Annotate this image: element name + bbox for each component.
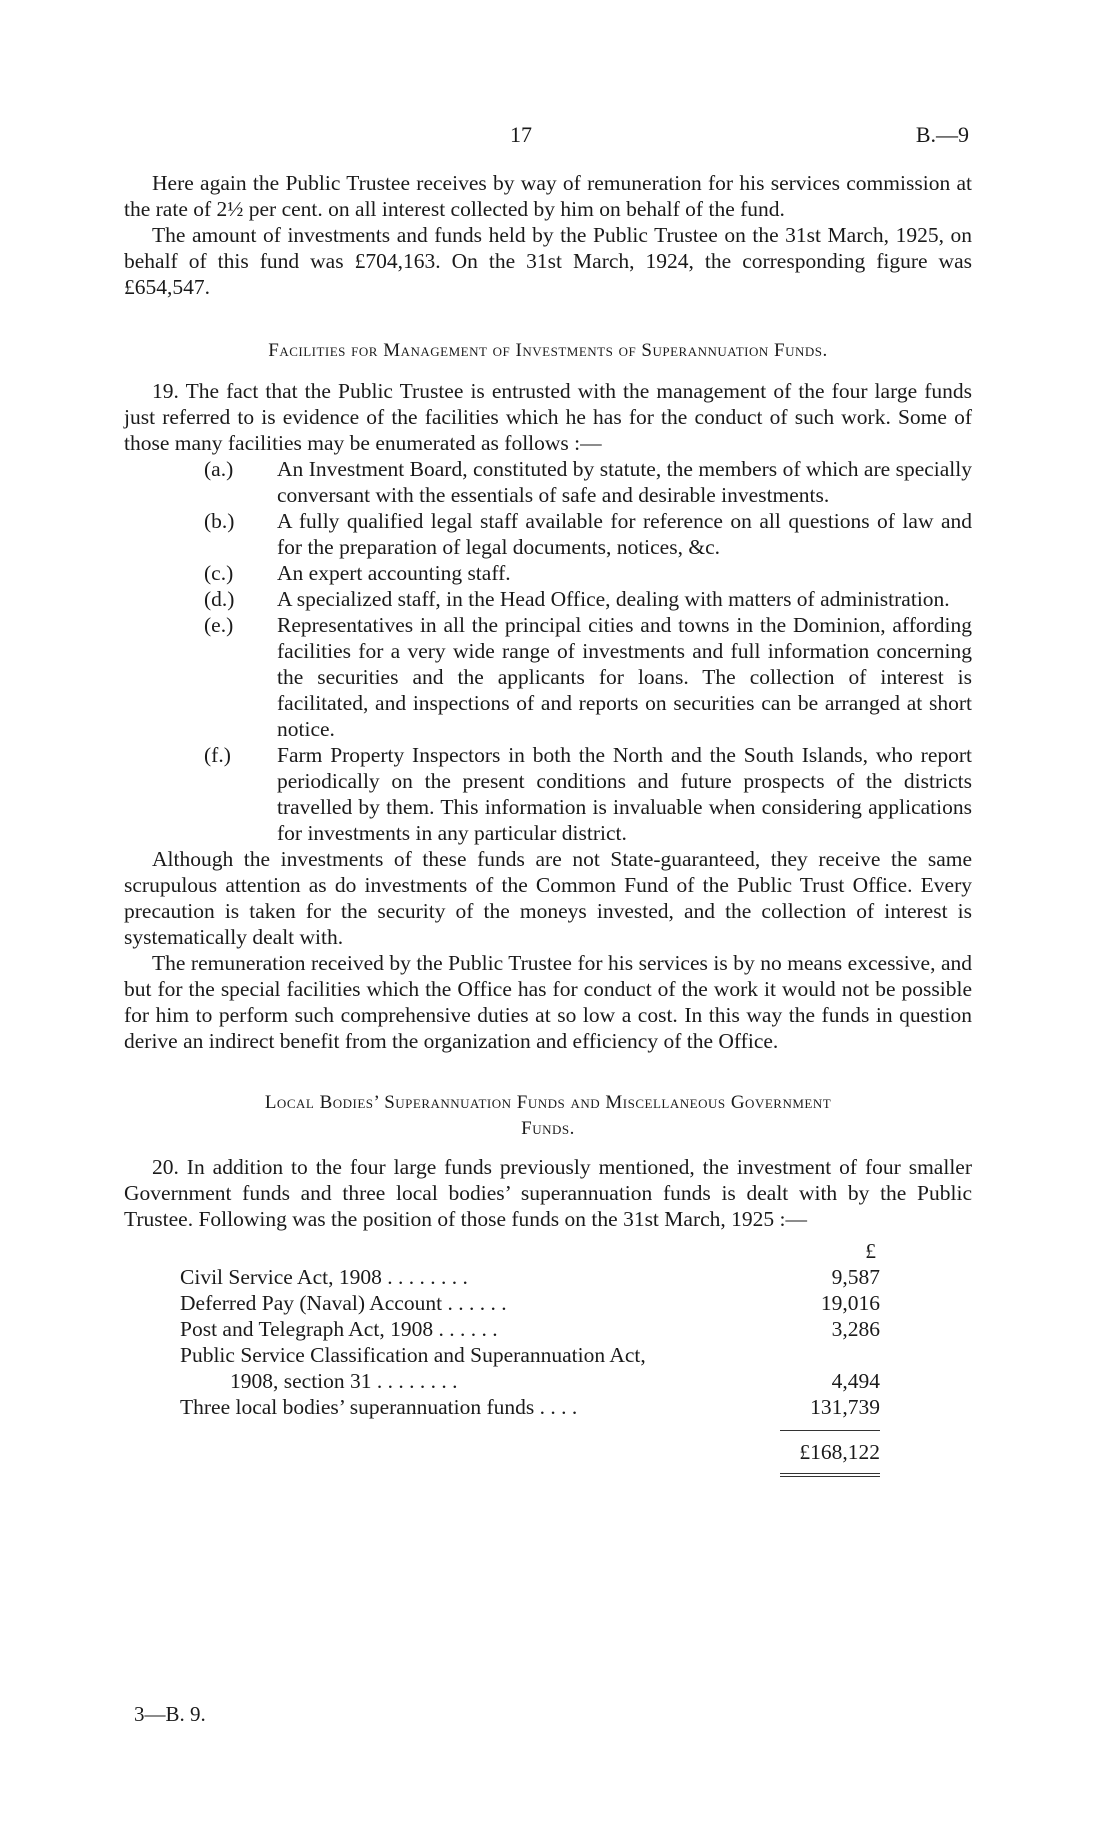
row-amount: 19,016 (820, 1291, 880, 1315)
list-item-text: A fully qualified legal staff available for reference on all questions of law and for the preparation of legal documents, notices, &c. (277, 509, 972, 559)
paragraph-19: 19. The fact that the Public Trustee is entrusted with the management of the four large funds just referred to is evidence of the facilities which he has for the conduct of such work. Some of those many facilities may be enumerated as follows :— (124, 379, 972, 455)
row-label: Post and Telegraph Act, 1908 . . . . . . (180, 1317, 498, 1341)
section-heading-facilities: Facilities for Management of Investments of Superannuation Funds. (268, 340, 828, 361)
row-label: 1908, section 31 . . . . . . . . (230, 1369, 458, 1393)
list-item-text: Representatives in all the principal cities and towns in the Dominion, affording facilities for a very wide range of investments and full information concerning the securities and the applicants for loans. The collection of interest is facilitated, and inspections of and reports on securities can be arranged at short notice. (277, 613, 972, 741)
list-item (204, 586, 972, 612)
list-item (204, 612, 972, 742)
list-item-label: (d.) (204, 587, 235, 611)
document-body (124, 170, 972, 1477)
table-row (180, 1316, 880, 1342)
double-underline (780, 1473, 880, 1477)
list-item (204, 742, 972, 846)
list-item-label: (a.) (204, 457, 234, 481)
list-item-text: Farm Property Inspectors in both the North and the South Islands, who report periodically on the present conditions and future prospects of the districts travelled by them. This information is invaluable when considering applications for investments in any particular district. (277, 743, 972, 845)
list-item-text: An Investment Board, constituted by statute, the members of which are specially conversant with the essentials of safe and desirable investments. (277, 457, 972, 507)
row-amount: 4,494 (831, 1369, 880, 1393)
heading-line: Local Bodies’ Superannuation Funds and Miscellaneous Government (264, 1092, 832, 1113)
row-amount: 131,739 (810, 1395, 880, 1419)
list-item (204, 456, 972, 508)
heading-line: Funds. (521, 1118, 575, 1139)
facilities-list (204, 456, 972, 846)
row-label: Public Service Classification and Superannuation Act, (180, 1343, 646, 1367)
paragraph-state-guarantee: Although the investments of these funds are not State-guaranteed, they receive the same scrupulous attention as do investments of the Common Fund of the Public Trust Office. Every precaution is taken for the security of the moneys invested, and the collection of interest is systematically dealt with. (124, 847, 972, 949)
currency-header: £ (865, 1239, 876, 1263)
row-amount: 3,286 (831, 1317, 880, 1341)
table-total-row (180, 1430, 880, 1465)
paragraph-20: 20. In addition to the four large funds previously mentioned, the investment of four smaller Government funds and three local bodies’ superannuation funds is dealt with by the Public Trustee. Following was the position of those funds on the 31st March, 1925 :— (124, 1155, 972, 1231)
footer-signature: 3—B. 9. (134, 1702, 206, 1726)
row-amount (780, 1342, 880, 1368)
row-label: Civil Service Act, 1908 . . . . . . . . (180, 1265, 468, 1289)
table-total: £168,122 (780, 1430, 880, 1465)
table-row (180, 1394, 880, 1420)
list-item-label: (c.) (204, 561, 234, 585)
page-number: 17 (510, 122, 532, 147)
table-row (180, 1368, 880, 1394)
row-label: Three local bodies’ superannuation funds . . . . (180, 1395, 578, 1419)
row-label: Deferred Pay (Naval) Account . . . . . . (180, 1291, 507, 1315)
paragraph-investment-amount: The amount of investments and funds held by the Public Trustee on the 31st March, 1925, on behalf of this fund was £704,163. On the 31st March, 1924, the corresponding figure was £654,547. (124, 223, 972, 299)
list-item-text: A specialized staff, in the Head Office, dealing with matters of administration. (277, 587, 950, 611)
funds-table (180, 1238, 880, 1477)
row-amount: 9,587 (831, 1265, 880, 1289)
list-item (204, 560, 972, 586)
table-row (180, 1342, 880, 1368)
list-item (204, 508, 972, 560)
list-item-text: An expert accounting staff. (277, 561, 511, 585)
paragraph-remuneration-received: The remuneration received by the Public Trustee for his services is by no means excessive, and but for the special facilities which the Office has for conduct of the work it would not be possible for him to perform such comprehensive duties at so low a cost. In this way the funds in question derive an indirect benefit from the organization and efficiency of the Office. (124, 951, 972, 1053)
document-reference: B.—9 (915, 122, 969, 147)
table-row (180, 1290, 880, 1316)
section-heading-local-bodies (124, 1090, 972, 1142)
list-item-label: (b.) (204, 509, 235, 533)
table-row (180, 1264, 880, 1290)
paragraph-remuneration: Here again the Public Trustee receives by way of remuneration for his services commission at the rate of 2½ per cent. on all interest collected by him on behalf of the fund. (124, 171, 972, 221)
list-item-label: (e.) (204, 613, 234, 637)
list-item-label: (f.) (204, 743, 231, 767)
